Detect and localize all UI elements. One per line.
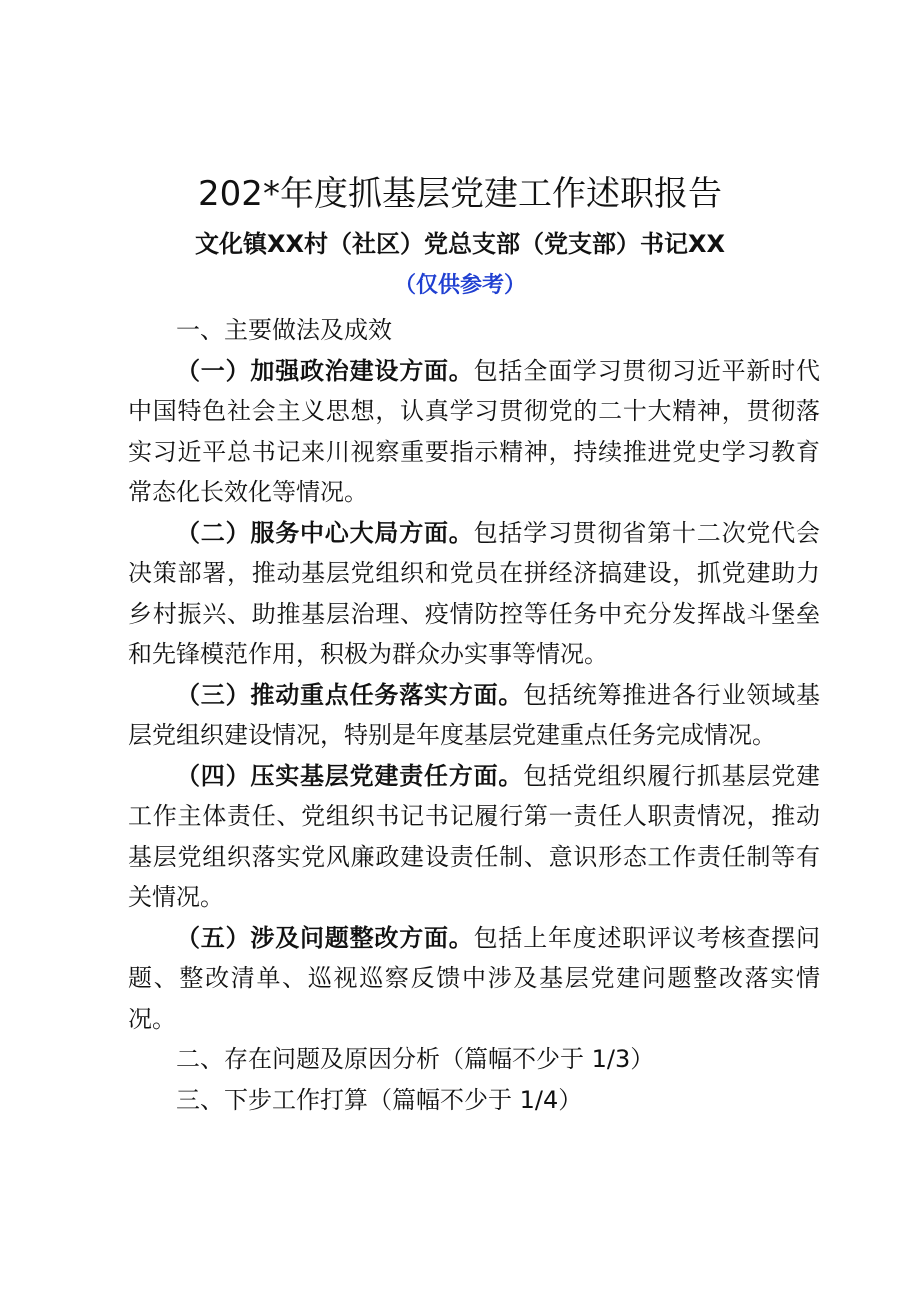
- item-text: 包括党组织履行抓基层党建工作主体责任、党组织书记书记履行第一责任人职责情况，推动基层党组织落实党风廉政建设责任制、意识形态工作责任制等有关情况。: [128, 761, 821, 911]
- item-heading: （三）推动重点任务落实方面。: [176, 680, 524, 709]
- document-subtitle: 文化镇XX村（社区）党总支部（党支部）书记XX: [194, 230, 725, 258]
- item-text: 包括学习贯彻省第十二次党代会决策部署，推动基层党组织和党员在拼经济搞建设，抓党建助力乡村振兴、助推基层治理、疫情防控等任务中充分发挥战斗堡垒和先锋模范作用，积极为群众办实事等情况。: [128, 518, 821, 668]
- item-paragraph-3: [128, 675, 820, 756]
- item-heading: （二）服务中心大局方面。: [176, 518, 474, 547]
- item-paragraph-2: [128, 513, 820, 675]
- item-heading: （五）涉及问题整改方面。: [176, 923, 474, 952]
- document-title: 202*年度抓基层党建工作述职报告: [198, 174, 722, 214]
- item-paragraph-4: [128, 756, 820, 918]
- reference-note: （仅供参考）: [393, 273, 526, 298]
- section-heading-1: 一、主要做法及成效: [176, 316, 392, 344]
- item-paragraph-1: [128, 351, 820, 513]
- item-heading: （四）压实基层党建责任方面。: [176, 761, 524, 790]
- item-text: 包括统筹推进各行业领域基层党组织建设情况，特别是年度基层党建重点任务完成情况。: [128, 680, 821, 749]
- item-text: 包括上年度述职评议考核查摆问题、整改清单、巡视巡察反馈中涉及基层党建问题整改落实情况。: [128, 923, 821, 1033]
- document-body: [128, 310, 820, 1120]
- section-heading-3: 三、下步工作打算（篇幅不少于 1/4）: [176, 1085, 583, 1114]
- section-heading-2: 二、存在问题及原因分析（篇幅不少于 1/3）: [176, 1045, 655, 1073]
- item-text: 包括全面学习贯彻习近平新时代中国特色社会主义思想，认真学习贯彻党的二十大精神，贯彻落实习近平总书记来川视察重要指示精神，持续推进党史学习教育常态化长效化等情况。: [128, 356, 821, 506]
- item-heading: （一）加强政治建设方面。: [176, 356, 474, 385]
- item-paragraph-5: [128, 918, 820, 1040]
